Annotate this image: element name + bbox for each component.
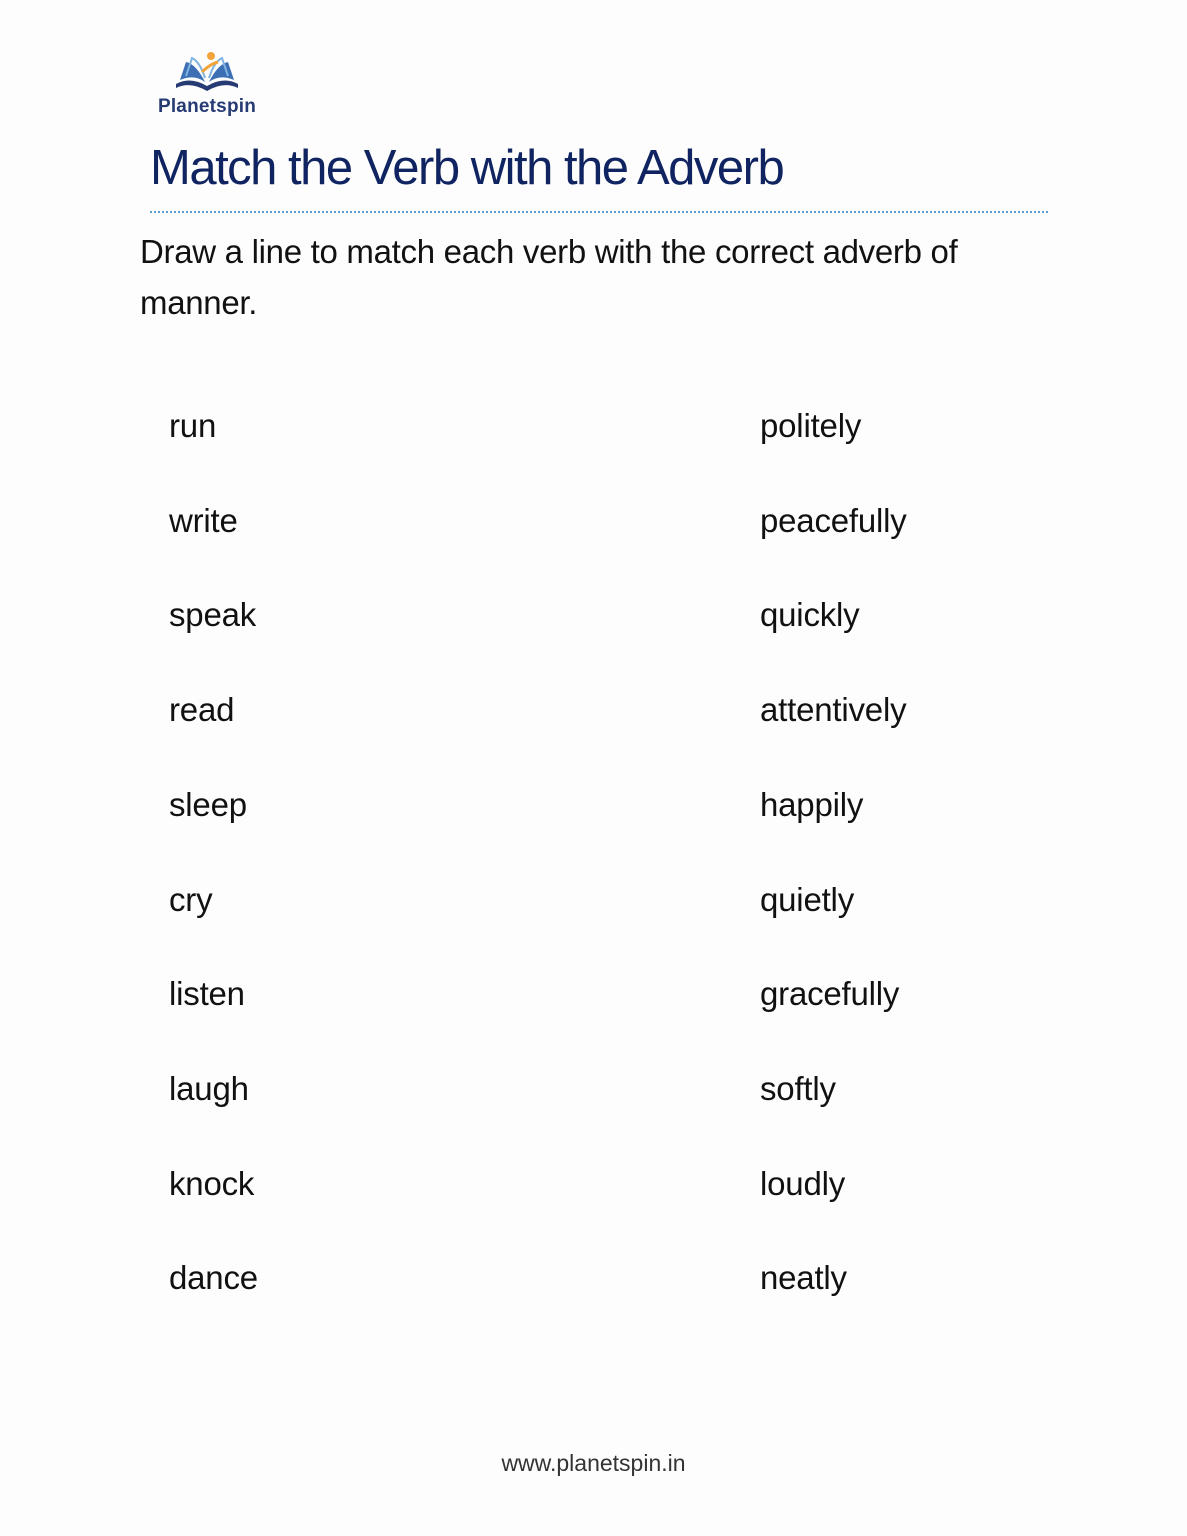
book-logo-icon (172, 50, 242, 94)
adverb-item[interactable]: quickly (760, 596, 860, 633)
adverb-item[interactable]: peacefully (760, 502, 907, 539)
planetspin-logo (152, 50, 262, 118)
verb-item[interactable]: speak (169, 596, 257, 633)
verb-item[interactable]: knock (169, 1165, 255, 1202)
verb-item[interactable]: write (169, 502, 238, 539)
adverb-item[interactable]: neatly (760, 1259, 847, 1296)
adverb-item[interactable]: politely (760, 407, 862, 444)
adverb-item[interactable]: softly (760, 1070, 836, 1107)
footer-url: www.planetspin.in (501, 1450, 686, 1476)
verb-item[interactable]: dance (169, 1259, 258, 1296)
adverb-item[interactable]: quietly (760, 881, 854, 918)
adverb-item[interactable]: loudly (760, 1165, 846, 1202)
verb-item[interactable]: cry (169, 881, 213, 918)
logo-text: Planetspin (157, 96, 257, 117)
verb-item[interactable]: laugh (169, 1070, 249, 1107)
verb-item[interactable]: read (169, 691, 235, 728)
title-divider (150, 211, 1048, 213)
adverb-item[interactable]: attentively (760, 691, 907, 728)
adverb-item[interactable]: gracefully (760, 975, 900, 1012)
instructions: Draw a line to match each verb with the correct adverb of manner. (140, 233, 958, 321)
page-title: Match the Verb with the Adverb (150, 141, 784, 195)
verb-item[interactable]: listen (169, 975, 245, 1012)
verb-item[interactable]: sleep (169, 786, 247, 823)
verb-item[interactable]: run (169, 407, 217, 444)
adverb-item[interactable]: happily (760, 786, 864, 823)
